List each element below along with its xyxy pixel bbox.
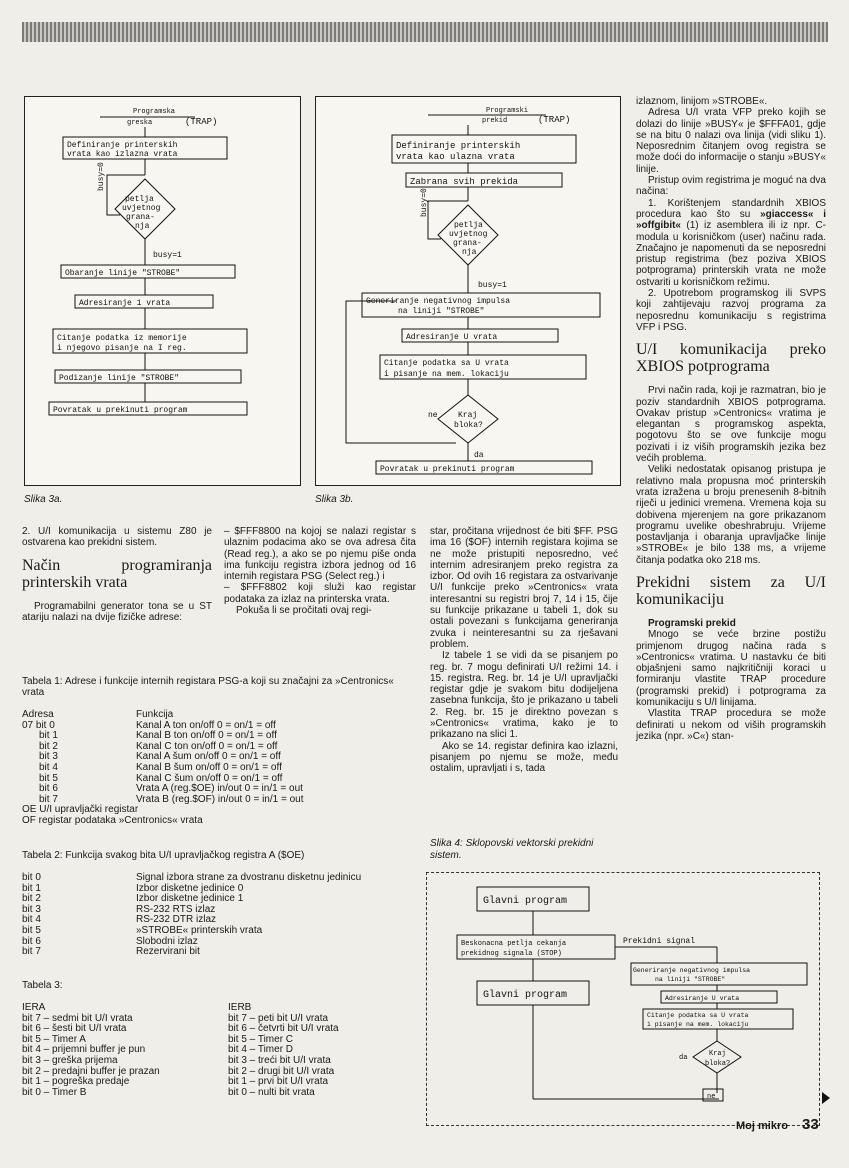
table1-note-2: OF registar podataka »Centronics« vrata [22,814,203,826]
fig3b-trap-mid: prekid [482,117,508,125]
fig4-yes: da [679,1054,688,1062]
col1-para-1: 2. U/I komunikacija u sistemu Z80 je ostvarena kao prekidni sistem. [22,526,212,549]
fig3b-busy0: busy=0 [420,188,429,217]
footer-magazine: Moj mikro [736,1120,788,1132]
table3-ierb-item: bit 4 – Timer D [228,1044,294,1056]
fig4-b1-l2: na liniji "STROBE" [655,976,726,983]
fig3b-box3: Adresiranje U vrata [406,333,498,342]
fig3a-box4-l2: i njegovo pisanje na I reg. [57,344,187,353]
table3-iera-item: bit 1 – pogreška predaje [22,1076,130,1088]
table3-ierb-item: bit 0 – nulti bit vrata [228,1086,315,1098]
table3-iera-item: bit 5 – Timer A [22,1033,86,1045]
table2-row [22,873,422,884]
fig4-signal: Prekidni signal [623,937,696,946]
figure-3a [24,96,301,486]
table1-row [22,763,418,774]
fig3a-box1-l2: vrata kao izlazna vrata [67,150,178,159]
table3-ierb-item: bit 7 – peti bit U/I vrata [228,1012,329,1024]
fig4-dec2: bloka? [705,1060,731,1068]
table2-row-value: RS-232 RTS izlaz [136,903,216,915]
col2-para-3: Pokuša li se pročitati ovaj regi- [236,605,372,617]
fig4-b1-l1: Generiranje negativnog impulsa [633,967,751,974]
table2-row-key: bit 7 [22,946,41,958]
table3-iera-item: bit 6 – šesti bit U/I vrata [22,1023,127,1035]
table2-row-key: bit 2 [22,893,41,905]
fig3a-loop1: petlja [125,195,154,204]
fig3b-box4-l1: Citanje podatka sa U vrata [384,359,509,368]
fig3a-loop3: grana- [126,213,155,222]
fig3b-loop3: grana- [453,239,482,248]
table2-row-key: bit 5 [22,924,41,936]
table2-title: Tabela 2: Funkcija svakog bita U/I upravljačkog registra A ($OE) [22,850,305,861]
col4-para-8: Mnogo se veće brzine postižu primjenom drugog načina rada s »Centronics« vratima. U nastavku će biti objašnjeni samo najkritičniji koraci u formiranju vlastite TRAP procedure (programski prekid) i potprograma za komunikaciju s U/I linijama. [636,629,826,709]
figure-3a-flowchart [25,97,300,485]
table3-iera-head: IERA [22,1002,46,1013]
table-3 [22,980,422,1098]
fig4-wait1: Beskonacna petlja cekanja [461,940,567,948]
fig4-b2: Adresiranje U vrata [665,995,740,1002]
fig3b-trap: (TRAP) [538,115,571,125]
fig4-no: ne [707,1093,716,1101]
table3-ierb-item: bit 6 – četvrti bit U/I vrata [228,1023,339,1035]
table2-row-key: bit 4 [22,914,41,926]
fig3b-box2-l1: Generiranje negativnog impulsa [366,297,511,306]
table3-ierb [228,1003,418,1098]
table3-ierb-head: IERB [228,1002,252,1013]
col3-para-3: Ako se 14. registar definira kao izlazni, pisanjem po njemu se može, među ostalim, upravljati i s, tada [430,740,618,775]
table2-row-value: Rezervirani bit [136,946,200,958]
table2-row-key: bit 3 [22,903,41,915]
table1-row-value: Vrata B (reg.$OF) in/out 0 = in/1 = out [136,793,304,805]
table3-ierb-item: bit 3 – treći bit U/I vrata [228,1054,331,1066]
table1-row-value: Vrata A (reg.$OE) in/out 0 = in/1 = out [136,783,303,795]
col1-heading: Način programiranja printerskih vrata [22,556,212,591]
figure-4 [426,872,820,1126]
table2-row-key: bit 0 [22,872,41,883]
col4-para-4: 1. Korištenjem standardnih XBIOS procedura kao što su »giaccess« i »offgibit« (1) iz asemblera ili iz npr. C- modula u korisničkom (user) načinu rada. Značajno je napomenuti da se neposredni pristup registrima (bez poziva XBIOS potprograma) printerskih vrata ne može ostvariti u korisničkom režimu. [636,197,827,288]
fig3a-box5: Podizanje linije "STROBE" [59,374,180,383]
table-1 [22,676,418,827]
table2-row-value: Signal izbora strane za dvostranu disketnu jedinicu [136,872,362,883]
table2-row [22,894,422,905]
col1-para-2: Programabilni generator tona se u ST atariju nalazi na dvije fizičke adrese: [22,600,212,623]
table2-row-key: bit 6 [22,935,41,947]
col4-para-5: 2. Upotrebom programskog ili SVPS koji zahtijevaju razvoj programa za neposrednu komunikaciju s registrima VFP i PSG. [636,288,826,333]
fig3b-box4-l2: i pisanje na mem. lokaciju [384,370,509,379]
table1-row-value: Kanal B ton on/off 0 = on/1 = off [136,730,277,742]
fig3b-busy1: busy=1 [478,281,507,290]
fig3b-box5: Povratak u prekinuti program [380,465,515,474]
table1-title: Tabela 1: Adrese i funkcije internih registara PSG-a koji su značajni za »Centronics« vrata [22,676,394,698]
col4-para-1: izlaznom, linijom »STROBE«. [636,96,768,107]
col4-subhead: Programski prekid [648,617,736,629]
fig3b-yes: da [474,451,484,460]
table3-title: Tabela 3: [22,980,63,991]
table2-row-value: »STROBE« printerskih vrata [136,924,263,936]
fig3b-disable: Zabrana svih prekida [410,177,519,187]
fig3b-no: ne [428,411,438,420]
col4-para-7: Veliki nedostatak opisanog pristupa je relativno mala propusna moć printerskih vrata izražena u broju prenesenih 8-bitnih riječi u jedinici vremena. Vremena koja su dobivena mjerenjem na gore prikazanom programu uvelike obeshrabruju. Vrijeme postavljanja i obaranja upravljačke linije »STROBE« je bilo 138 ms, a vrijeme čitanja podatka oko 218 ms. [636,464,826,566]
fig3a-box3: Adresiranje 1 vrata [79,299,171,308]
col2-para-2: – $FFF8802 koji služi kao registar podataka za izlaz na printerska vrata. [224,582,416,605]
table2-row [22,926,422,937]
fig4-wait2: prekidnog signala (STOP) [461,950,562,958]
fig3b-dec2: bloka? [454,421,483,430]
table1-row-key: 07 bit 0 [22,719,55,731]
col4-heading-1: U/I komunikacija preko XBIOS potprograma [636,341,826,376]
table1-row-key: bit 1 [39,730,58,742]
table-2 [22,850,422,958]
header-stripe [22,22,828,42]
table2-row [22,947,422,958]
figure-3b-flowchart [316,97,620,485]
continue-arrow-icon [822,1092,830,1104]
fig3a-trap-top: Programska [133,108,176,116]
fig3a-trap-mid: greska [127,119,153,127]
col2-para-1: – $FFF8800 na kojoj se nalazi registar s ulaznim podacima ako se ova adresa čita (Read reg.), a ako se po njemu piše onda ima funkciju registra izbora jednog od 16 internih registara PSG (Select reg.) i [224,526,416,583]
table2-row-value: RS-232 DTR izlaz [136,914,217,926]
fig3a-caption: Slika 3a. [24,494,63,505]
column-4 [636,96,826,742]
column-2 [224,526,416,616]
table1-row-key: bit 7 [39,793,58,805]
table3-iera-item: bit 3 – greška prijema [22,1054,118,1066]
fig4-caption: Slika 4: Sklopovski vektorski prekidni sistem. [430,838,594,861]
fig3b-loop1: petlja [454,221,483,230]
col3-para-2: Iz tabele 1 se vidi da se pisanjem po reg. br. 7 mogu definirati U/I režimi 14. i 15. registra. Reg. br. 14 je U/I upravljački registar gdje je svakom bitu dodijeljena zasebna funkcija, što je prikazano u tabeli 2. Reg. br. 15 je direktno povezan s »Centronics« vratima, kako je to prikazano na slici 1. [430,650,618,741]
fig3a-loop2: uvjetnog [122,204,161,213]
table1-row-key: bit 2 [39,740,58,752]
table3-iera [22,1003,228,1098]
fig3b-loop2: uvjetnog [449,230,488,239]
fig4-main2: Glavni program [483,990,568,1001]
fig3b-box1-l2: vrata kao ulazna vrata [396,152,515,162]
fig4-b3-l2: i pisanje na mem. lokaciju [647,1021,749,1028]
fig3a-loop4: nja [135,222,150,231]
table3-ierb-item: bit 5 – Timer C [228,1033,294,1045]
table2-row [22,937,422,948]
column-3 [430,526,618,775]
fig3b-caption: Slika 3b. [315,494,354,505]
fig3b-trap-top: Programski [486,107,529,115]
fig3a-busy1: busy=1 [153,251,182,260]
table2-row-key: bit 1 [22,882,41,894]
column-1 [22,526,212,623]
table2-row-value: Izbor disketne jedinice 0 [136,882,244,894]
table1-note-1: OE U/I upravljački registar [22,804,139,816]
col4-para-3: Pristup ovim registrima je moguć na dva načina: [636,175,826,198]
table1-row-value: Kanal A ton on/off 0 = on/1 = off [136,719,276,731]
table3-iera-item: bit 7 – sedmi bit U/I vrata [22,1012,133,1024]
footer-page-number: 33 [802,1116,819,1133]
table2-row-value: Izbor disketne jedinice 1 [136,893,244,905]
table3-iera-item: bit 2 – predajni buffer je prazan [22,1065,160,1077]
table2-row [22,905,422,916]
table1-row-key: bit 5 [39,772,58,784]
fig3a-trap: (TRAP) [185,117,218,127]
fig4-dec1: Kraj [709,1050,726,1058]
table1-row-value: Kanal B šum on/off 0 = on/1 = off [136,761,282,773]
fig3a-box1-l1: Definiranje printerskih [67,141,178,150]
table2-body [22,873,422,958]
figure-4-diagram [427,873,819,1125]
col4-para-9: Vlastita TRAP procedura se može definirati u nekom od viših programskih jezika (npr. »C«) stan- [636,708,826,742]
table1-row-key: bit 6 [39,783,58,795]
fig3b-loop4: nja [462,248,477,257]
col4-para-2: Adresa U/I vrata VFP preko kojih se dolazi do linije »BUSY« je $FFFA01, gdje se na bitu 0 nalazi ova linija (vidi sliku 1). Neposrednim čitanjem ovog registra se može doći do informacije o stanju »BUSY« linije. [636,107,826,175]
figure-3b [315,96,621,486]
table3-iera-item: bit 0 – Timer B [22,1086,87,1098]
col3-para-1: star, pročitana vrijednost će biti $FF. PSG ima 16 ($OF) internih registara kojima se ne može pristupiti neposredno, već internim adresiranjem preko registra za izbor. Od ovih 16 registara za ostvarivanje U/I funkcije preko »Centronics« vrata interesantni su registri broj 7, 14 i 15, čije su funkcije prikazane u tabeli 1, dok su ostali povezani s funkcijama generiranja zvuka i neinteresantni su za rješavani problem. [430,526,618,650]
fig3a-box4-l1: Citanje podatka iz memorije [57,334,187,343]
fig4-main1: Glavni program [483,896,568,907]
table1-row-value: Kanal C ton on/off 0 = on/1 = off [136,740,278,752]
table1-row-key: bit 4 [39,761,58,773]
fig3b-box2-l2: na liniji "STROBE" [398,307,485,316]
col4-heading-2: Prekidni sistem za U/I komunikaciju [636,573,826,608]
table3-ierb-item: bit 2 – drugi bit U/I vrata [228,1065,335,1077]
fig4-b3-l1: Citanje podatka sa U vrata [647,1012,749,1019]
fig3b-dec1: Kraj [458,411,478,420]
table3-ierb-item: bit 1 – prvi bit U/I vrata [228,1076,329,1088]
fig3b-box1-l1: Definiranje printerskih [396,141,521,151]
fig3a-box6: Povratak u prekinuti program [53,406,188,415]
table1-row-value: Kanal A šum on/off 0 = on/1 = off [136,751,281,763]
fig3a-busy0: busy=0 [97,162,106,191]
table1-row-key: bit 3 [39,751,58,763]
col4-para-6: Prvi način rada, koji je razmatran, bio je poziv standardnih XBIOS potprograma. Ovakav pristup »Centronics« vratima je elegantan s programskog aspekta, pogotovu što se ove funkcije mogu pozivati i iz viših programskih jezika bez većih problema. [636,385,826,465]
table1-row-value: Kanal C šum on/off 0 = on/1 = off [136,772,283,784]
table1-body [22,710,418,805]
table1-head-address: Adresa [22,709,54,720]
table2-row-value: Slobodni izlaz [136,935,198,947]
table3-iera-item: bit 4 – prijemni buffer je pun [22,1044,146,1056]
fig3a-box2: Obaranje linije "STROBE" [65,269,181,278]
table1-head-function: Funkcija [136,709,174,720]
